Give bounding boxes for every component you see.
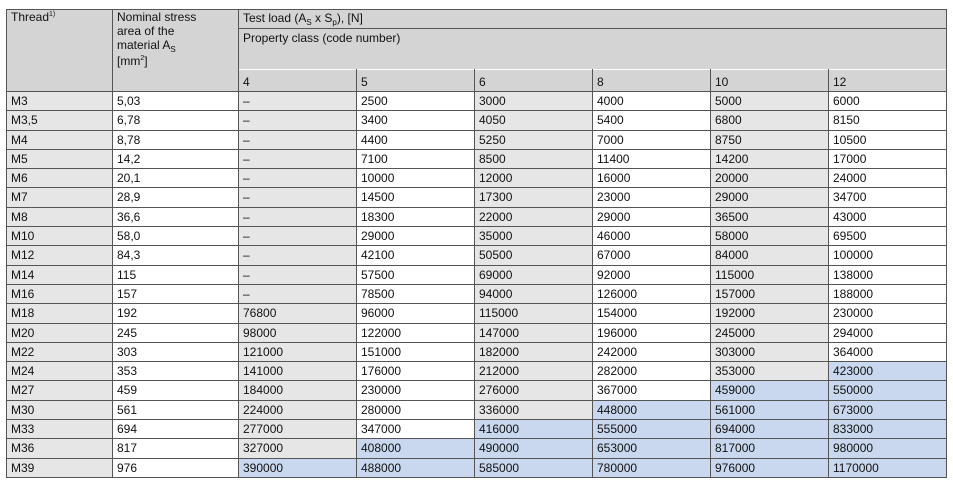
property-class-header	[239, 29, 947, 70]
test-load-cell-class-5: 122000	[357, 323, 475, 342]
thread-cell: M12	[7, 246, 113, 265]
test-load-label-mid: x S	[311, 11, 333, 25]
test-load-cell-class-4: –	[239, 284, 357, 303]
stress-unit-sup: 2	[140, 55, 145, 62]
stress-area-cell: 459	[113, 381, 239, 400]
test-load-cell-class-12: 230000	[829, 304, 947, 323]
stress-area-cell: 976	[113, 458, 239, 477]
test-load-cell-class-6: 5250	[475, 130, 593, 149]
stress-area-cell: 36,6	[113, 207, 239, 226]
test-load-cell-class-6: 3000	[475, 92, 593, 111]
test-load-cell-class-8: 780000	[593, 458, 711, 477]
test-load-cell-class-5: 2500	[357, 92, 475, 111]
stress-area-cell: 561	[113, 400, 239, 419]
test-load-cell-class-4: –	[239, 149, 357, 168]
test-load-cell-class-10: 192000	[711, 304, 829, 323]
stress-header-line3: material A	[117, 38, 171, 52]
thread-cell: M33	[7, 420, 113, 439]
test-load-cell-class-10: 353000	[711, 362, 829, 381]
table-row	[7, 169, 947, 188]
test-load-cell-class-12: 8150	[829, 111, 947, 130]
stress-area-cell: 115	[113, 265, 239, 284]
test-load-cell-class-12: 17000	[829, 149, 947, 168]
thread-cell: M16	[7, 284, 113, 303]
test-load-cell-class-5: 151000	[357, 342, 475, 361]
test-load-cell-class-8: 242000	[593, 342, 711, 361]
test-load-cell-class-12: 423000	[829, 362, 947, 381]
thread-cell: M3,5	[7, 111, 113, 130]
test-load-cell-class-12: 138000	[829, 265, 947, 284]
stress-unit-post: ]	[144, 54, 148, 68]
test-load-cell-class-12: 673000	[829, 400, 947, 419]
test-load-cell-class-10: 84000	[711, 246, 829, 265]
test-load-cell-class-12: 550000	[829, 381, 947, 400]
thread-cell: M27	[7, 381, 113, 400]
thread-header-label: Thread	[11, 10, 50, 24]
table-row	[7, 246, 947, 265]
stress-area-header	[113, 10, 239, 92]
test-load-cell-class-10: 20000	[711, 169, 829, 188]
test-load-cell-class-12: 10500	[829, 130, 947, 149]
stress-area-cell: 5,03	[113, 92, 239, 111]
test-load-cell-class-4: 224000	[239, 400, 357, 419]
test-load-cell-class-5: 176000	[357, 362, 475, 381]
property-class-10: 10	[711, 70, 829, 92]
thread-cell: M8	[7, 207, 113, 226]
test-load-cell-class-10: 6800	[711, 111, 829, 130]
thread-cell: M6	[7, 169, 113, 188]
test-load-cell-class-6: 490000	[475, 439, 593, 458]
thread-cell: M7	[7, 188, 113, 207]
thread-cell: M22	[7, 342, 113, 361]
test-load-cell-class-10: 36500	[711, 207, 829, 226]
test-load-cell-class-4: 141000	[239, 362, 357, 381]
test-load-cell-class-10: 5000	[711, 92, 829, 111]
test-load-cell-class-12: 34700	[829, 188, 947, 207]
test-load-sub-s: S	[306, 18, 312, 27]
test-load-cell-class-8: 16000	[593, 169, 711, 188]
test-load-cell-class-10: 694000	[711, 420, 829, 439]
test-load-cell-class-5: 4400	[357, 130, 475, 149]
test-load-cell-class-5: 280000	[357, 400, 475, 419]
thread-cell: M10	[7, 227, 113, 246]
table-row	[7, 149, 947, 168]
test-load-cell-class-12: 833000	[829, 420, 947, 439]
test-load-cell-class-6: 69000	[475, 265, 593, 284]
stress-area-cell: 192	[113, 304, 239, 323]
stress-area-cell: 58,0	[113, 227, 239, 246]
stress-header-line2: area of the	[117, 24, 175, 38]
table-row	[7, 92, 947, 111]
thread-cell: M36	[7, 439, 113, 458]
test-load-cell-class-5: 57500	[357, 265, 475, 284]
test-load-cell-class-5: 96000	[357, 304, 475, 323]
stress-area-cell: 157	[113, 284, 239, 303]
table-row	[7, 381, 947, 400]
table-row	[7, 458, 947, 477]
test-load-cell-class-6: 182000	[475, 342, 593, 361]
stress-area-cell: 303	[113, 342, 239, 361]
thread-cell: M18	[7, 304, 113, 323]
table-row	[7, 342, 947, 361]
test-load-sub-p: p	[332, 18, 337, 27]
test-load-cell-class-6: 12000	[475, 169, 593, 188]
test-load-cell-class-10: 245000	[711, 323, 829, 342]
stress-unit-pre: [mm	[117, 54, 141, 68]
test-load-cell-class-12: 1170000	[829, 458, 947, 477]
table-row	[7, 323, 947, 342]
test-load-cell-class-4: 277000	[239, 420, 357, 439]
table-row	[7, 304, 947, 323]
test-load-cell-class-6: 35000	[475, 227, 593, 246]
test-load-cell-class-8: 11400	[593, 149, 711, 168]
test-load-cell-class-6: 212000	[475, 362, 593, 381]
property-class-label: Property class (code number)	[243, 31, 401, 45]
test-load-cell-class-6: 115000	[475, 304, 593, 323]
test-load-cell-class-4: –	[239, 130, 357, 149]
test-load-cell-class-8: 282000	[593, 362, 711, 381]
test-load-cell-class-12: 364000	[829, 342, 947, 361]
thread-header	[7, 10, 113, 92]
test-load-label-post: ), [N]	[336, 11, 363, 25]
test-load-cell-class-10: 817000	[711, 439, 829, 458]
table-row	[7, 420, 947, 439]
test-load-cell-class-8: 5400	[593, 111, 711, 130]
test-load-cell-class-8: 196000	[593, 323, 711, 342]
table-row	[7, 207, 947, 226]
table-row	[7, 284, 947, 303]
test-load-cell-class-10: 459000	[711, 381, 829, 400]
test-load-cell-class-4: –	[239, 246, 357, 265]
thread-footnote-mark: 1)	[49, 11, 56, 18]
test-load-cell-class-8: 46000	[593, 227, 711, 246]
test-load-cell-class-10: 303000	[711, 342, 829, 361]
test-load-cell-class-12: 100000	[829, 246, 947, 265]
test-load-cell-class-5: 408000	[357, 439, 475, 458]
test-load-cell-class-12: 69500	[829, 227, 947, 246]
table-row	[7, 265, 947, 284]
table-row	[7, 362, 947, 381]
stress-header-line1: Nominal stress	[117, 10, 197, 24]
stress-area-cell: 694	[113, 420, 239, 439]
test-load-cell-class-6: 585000	[475, 458, 593, 477]
thread-cell: M24	[7, 362, 113, 381]
test-load-cell-class-8: 367000	[593, 381, 711, 400]
test-load-cell-class-8: 126000	[593, 284, 711, 303]
table-row	[7, 400, 947, 419]
test-load-cell-class-4: 327000	[239, 439, 357, 458]
test-load-cell-class-10: 115000	[711, 265, 829, 284]
test-load-cell-class-10: 8750	[711, 130, 829, 149]
test-load-cell-class-4: 76800	[239, 304, 357, 323]
property-class-6: 6	[475, 70, 593, 92]
test-load-cell-class-5: 347000	[357, 420, 475, 439]
test-load-cell-class-8: 67000	[593, 246, 711, 265]
test-load-cell-class-10: 157000	[711, 284, 829, 303]
test-load-cell-class-6: 416000	[475, 420, 593, 439]
test-load-cell-class-12: 6000	[829, 92, 947, 111]
test-load-table	[6, 9, 947, 478]
test-load-cell-class-5: 230000	[357, 381, 475, 400]
test-load-cell-class-4: –	[239, 207, 357, 226]
test-load-cell-class-5: 42100	[357, 246, 475, 265]
stress-area-cell: 6,78	[113, 111, 239, 130]
test-load-cell-class-10: 29000	[711, 188, 829, 207]
stress-area-cell: 84,3	[113, 246, 239, 265]
test-load-cell-class-6: 94000	[475, 284, 593, 303]
stress-area-cell: 817	[113, 439, 239, 458]
test-load-cell-class-10: 58000	[711, 227, 829, 246]
stress-area-cell: 245	[113, 323, 239, 342]
table-row	[7, 439, 947, 458]
header-row-top	[7, 10, 947, 29]
test-load-cell-class-6: 50500	[475, 246, 593, 265]
table-body	[7, 10, 947, 478]
property-class-8: 8	[593, 70, 711, 92]
test-load-cell-class-4: –	[239, 92, 357, 111]
test-load-cell-class-4: –	[239, 188, 357, 207]
test-load-cell-class-4: 98000	[239, 323, 357, 342]
stress-area-cell: 28,9	[113, 188, 239, 207]
property-class-12: 12	[829, 70, 947, 92]
test-load-cell-class-8: 92000	[593, 265, 711, 284]
test-load-cell-class-6: 17300	[475, 188, 593, 207]
test-load-cell-class-4: 184000	[239, 381, 357, 400]
test-load-cell-class-12: 43000	[829, 207, 947, 226]
test-load-cell-class-4: –	[239, 265, 357, 284]
table-row	[7, 227, 947, 246]
thread-cell: M20	[7, 323, 113, 342]
test-load-cell-class-8: 4000	[593, 92, 711, 111]
test-load-cell-class-10: 14200	[711, 149, 829, 168]
thread-cell: M14	[7, 265, 113, 284]
test-load-cell-class-4: –	[239, 111, 357, 130]
thread-cell: M5	[7, 149, 113, 168]
table-row	[7, 111, 947, 130]
property-class-4: 4	[239, 70, 357, 92]
test-load-cell-class-4: 390000	[239, 458, 357, 477]
test-load-cell-class-12: 24000	[829, 169, 947, 188]
test-load-cell-class-10: 976000	[711, 458, 829, 477]
test-load-cell-class-8: 154000	[593, 304, 711, 323]
test-load-cell-class-4: 121000	[239, 342, 357, 361]
test-load-cell-class-8: 653000	[593, 439, 711, 458]
test-load-cell-class-5: 488000	[357, 458, 475, 477]
test-load-cell-class-5: 78500	[357, 284, 475, 303]
test-load-header	[239, 10, 947, 29]
test-load-cell-class-5: 7100	[357, 149, 475, 168]
test-load-cell-class-6: 276000	[475, 381, 593, 400]
stress-area-cell: 8,78	[113, 130, 239, 149]
stress-header-subscript: S	[170, 45, 176, 54]
test-load-cell-class-6: 147000	[475, 323, 593, 342]
table-row	[7, 130, 947, 149]
test-load-cell-class-6: 4050	[475, 111, 593, 130]
test-load-cell-class-4: –	[239, 169, 357, 188]
test-load-cell-class-6: 8500	[475, 149, 593, 168]
thread-cell: M3	[7, 92, 113, 111]
test-load-cell-class-6: 22000	[475, 207, 593, 226]
test-load-cell-class-12: 980000	[829, 439, 947, 458]
stress-area-cell: 14,2	[113, 149, 239, 168]
test-load-cell-class-5: 14500	[357, 188, 475, 207]
stress-area-cell: 20,1	[113, 169, 239, 188]
thread-cell: M30	[7, 400, 113, 419]
test-load-cell-class-8: 29000	[593, 207, 711, 226]
test-load-cell-class-8: 23000	[593, 188, 711, 207]
test-load-label-pre: Test load (A	[243, 11, 307, 25]
test-load-cell-class-5: 29000	[357, 227, 475, 246]
thread-cell: M39	[7, 458, 113, 477]
test-load-cell-class-8: 7000	[593, 130, 711, 149]
test-load-cell-class-8: 448000	[593, 400, 711, 419]
property-class-5: 5	[357, 70, 475, 92]
test-load-cell-class-10: 561000	[711, 400, 829, 419]
stress-area-cell: 353	[113, 362, 239, 381]
thread-cell: M4	[7, 130, 113, 149]
test-load-cell-class-4: –	[239, 227, 357, 246]
test-load-cell-class-5: 10000	[357, 169, 475, 188]
test-load-cell-class-6: 336000	[475, 400, 593, 419]
test-load-cell-class-5: 3400	[357, 111, 475, 130]
test-load-cell-class-5: 18300	[357, 207, 475, 226]
test-load-cell-class-8: 555000	[593, 420, 711, 439]
test-load-cell-class-12: 294000	[829, 323, 947, 342]
table-row	[7, 188, 947, 207]
test-load-cell-class-12: 188000	[829, 284, 947, 303]
